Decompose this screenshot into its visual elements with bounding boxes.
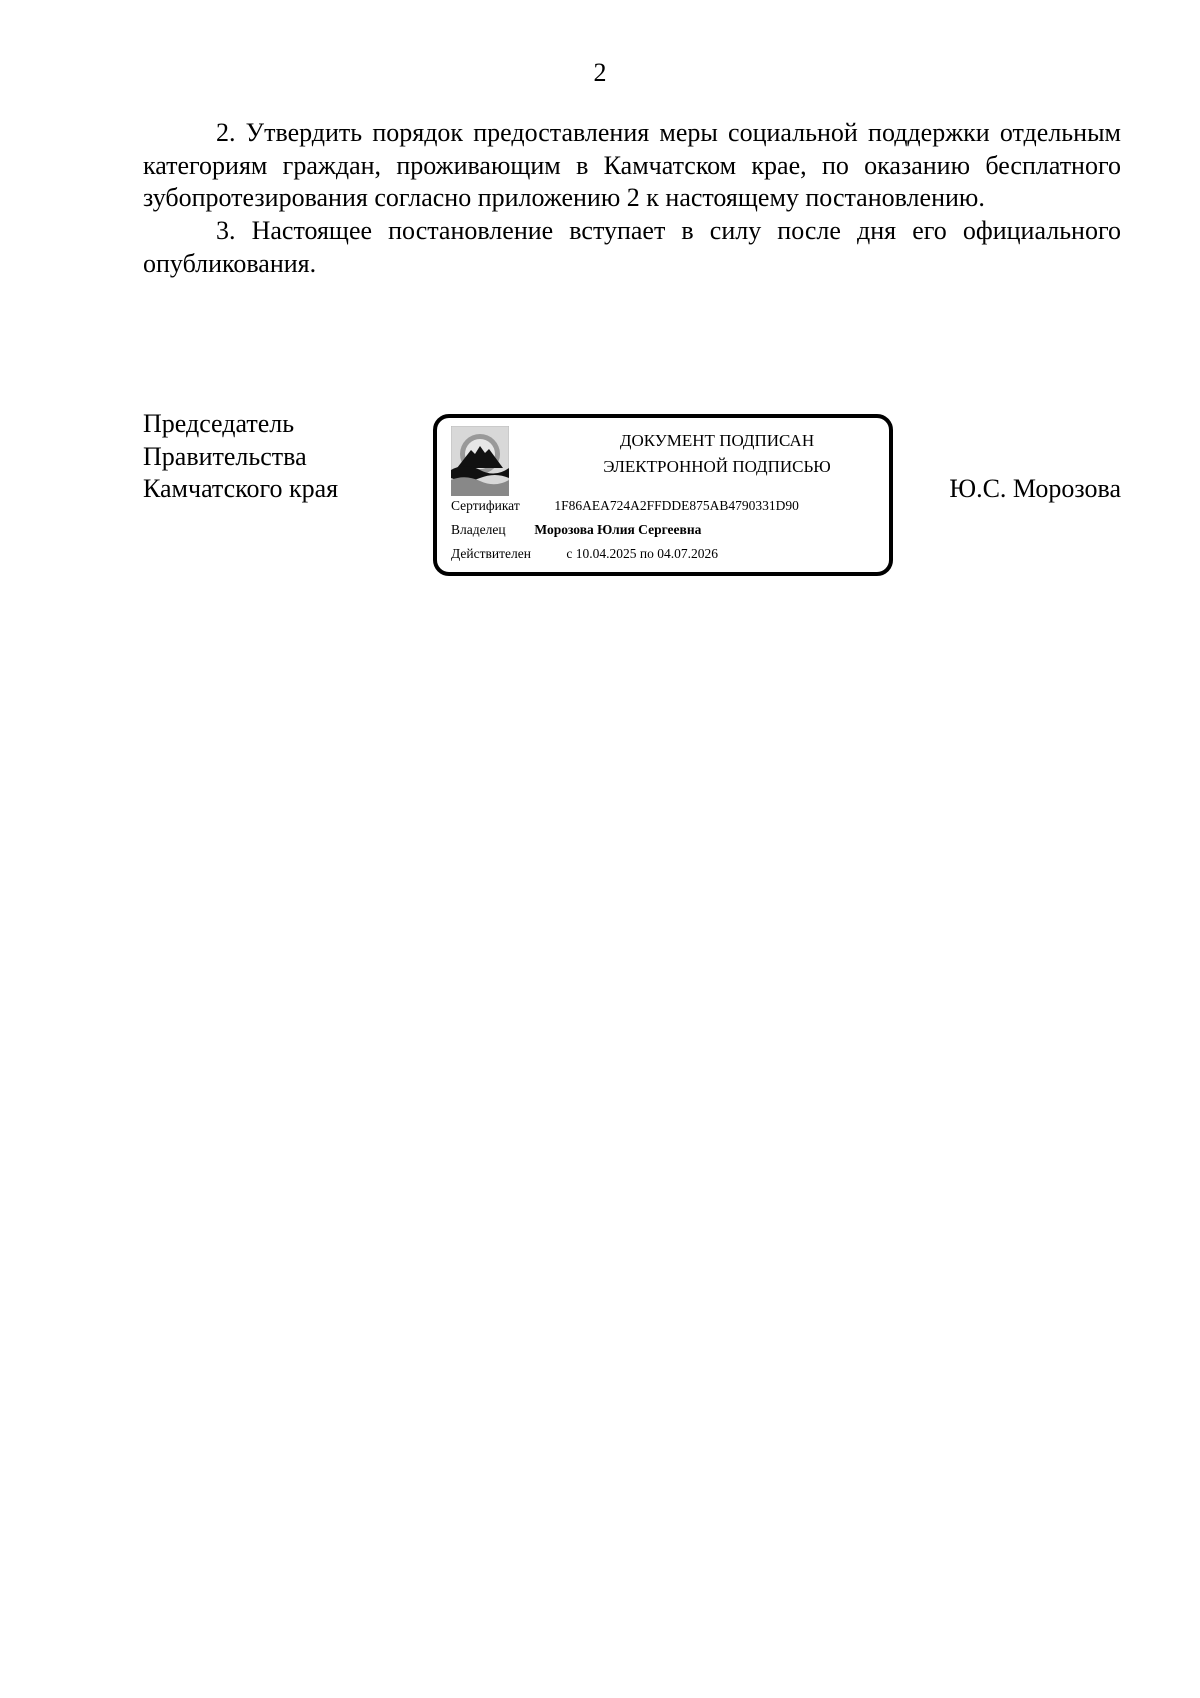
signatory-name: Ю.С. Морозова [949, 474, 1121, 503]
stamp-title [547, 428, 887, 480]
certificate-value: 1F86AEA724A2FFDDE875AB4790331D90 [554, 498, 799, 513]
stamp-title-line: ДОКУМЕНТ ПОДПИСАН [619, 431, 815, 450]
body-text [143, 117, 1121, 281]
validity-value: с 10.04.2025 по 04.07.2026 [566, 546, 718, 561]
validity-row [451, 546, 718, 562]
paragraph-3: 3. Настоящее постановление вступает в силу после дня его официального опубликования. [143, 216, 1121, 278]
electronic-signature-stamp [433, 414, 893, 576]
owner-label: Владелец [451, 522, 506, 537]
position-line: Камчатского края [143, 474, 339, 504]
stamp-title-line: ЭЛЕКТРОННОЙ ПОДПИСЬЮ [603, 457, 831, 476]
kamchatka-emblem-icon [451, 426, 509, 496]
validity-label: Действителен [451, 546, 531, 561]
owner-value: Морозова Юлия Сергеевна [534, 522, 702, 537]
position-line: Председатель [143, 409, 295, 438]
owner-row [451, 522, 701, 538]
signatory-position [143, 408, 338, 506]
certificate-row [451, 498, 799, 514]
certificate-label: Сертификат [451, 498, 520, 513]
position-line: Правительства [143, 441, 307, 471]
paragraph-2: 2. Утвердить порядок предоставления меры социальной поддержки отдельным категориям граждан, проживающим в Камчатском крае, по оказанию бесплатного зубопротезирования согласно приложению 2 к настоящему постановлению. [143, 118, 1121, 213]
page-number: 2 [593, 58, 607, 87]
